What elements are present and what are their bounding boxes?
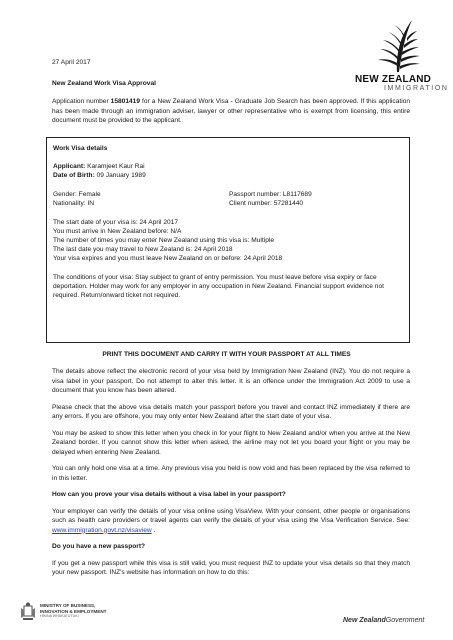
paragraph-one-visa: You can only hold one visa at a time. Any previous visa you held is now void and has been replaced by the visa referred to in this letter. xyxy=(52,465,410,482)
logo-title: NEW ZEALAND xyxy=(355,74,432,85)
personal-details-grid xyxy=(53,190,403,209)
heading-new-passport: Do you have a new passport? xyxy=(52,543,146,550)
work-visa-details-box xyxy=(46,137,410,343)
paragraph-show-letter: You may be asked to show this letter when you check in for your flight to New Zealand and/or when you arrive at the New Zealand border. If you cannot show this letter when asked, the airline may not let you board your flight or you may be delayed when entering New Zealand. xyxy=(52,429,410,456)
mbie-footer-logo: MINISTRY OF BUSINESS, INNOVATION & EMPLOYMENT HĪKINA WHAKATUTUKI xyxy=(40,603,107,619)
applicant-row: Applicant: Karamjeet Kaur Rai xyxy=(53,163,145,171)
expiry-row: Your visa expires and you must leave New Zealand on or before: 24 April 2018 xyxy=(53,255,283,263)
letter-title: New Zealand Work Visa Approval xyxy=(52,80,156,87)
arrive-row: You must arrive in New Zealand before: N/A xyxy=(53,227,182,235)
passport-row: Passport number: L8117689 Client number: 57281440 xyxy=(229,190,312,207)
paragraph-visaview: Your employer can verify the details of your visa online using VisaView. With your consent, other people or organisations such as health care providers or travel agents can verify the details of your visa using the Visa Verification Service. See: www.immigration.govt.nz/visaview . xyxy=(52,507,410,534)
last-travel-row: The last date you may travel to New Zealand is: 24 April 2018 xyxy=(53,246,233,254)
dob-row: Date of Birth: 09 January 1989 xyxy=(53,172,146,180)
start-date-row: The start date of your visa is: 24 April 2017 xyxy=(53,218,178,226)
heading-prove-visa: How can you prove your visa details without a visa label in your passport? xyxy=(52,491,286,498)
entries-row: The number of times you may enter New Zealand using this visa is: Multiple xyxy=(53,237,274,245)
coat-of-arms-icon xyxy=(20,602,36,624)
letter-date: 27 April 2017 xyxy=(52,59,91,66)
details-heading: Work Visa details xyxy=(53,145,108,152)
paragraph-check-details: Please check that the above visa details match your passport before you travel and contact INZ immediately if there are any errors. If you are offshore, you may only enter New Zealand after the start date of your visa. xyxy=(52,403,410,420)
paragraph-new-passport: If you get a new passport while this visa is still valid, you must request INZ to update your visa details so that they match your new passport. INZ's website has information on how to do this: xyxy=(52,559,410,576)
main-body xyxy=(52,367,410,578)
print-notice: PRINT THIS DOCUMENT AND CARRY IT WITH YOUR PASSPORT AT ALL TIMES xyxy=(102,351,351,358)
paragraph-electronic-record: The details above reflect the electronic record of your visa held by Immigration New Zealand (INZ). You do not require a visa label in your passport. Do not attempt to alter this letter. It is an offence under the Immigration Act 2009 to use a document that you know has been altered. xyxy=(52,368,410,394)
conditions-row: The conditions of your visa: Stay subject to grant of entry permission. You must leave before visa expiry or face deportation. Holder may work for any employer in any occupation in New Zealand. Financial support evidence not required. Return/onward ticket not required. xyxy=(53,273,384,300)
application-number: 15801419 xyxy=(110,98,141,105)
logo-subtitle: IMMIGRATION xyxy=(384,85,449,92)
gender-row: Gender: Female Nationality: IN xyxy=(53,190,101,207)
visaview-link[interactable]: www.immigration.govt.nz/visaview xyxy=(52,526,152,534)
intro-paragraph: Application number 15801419 for a New Zealand Work Visa - Graduate Job Search has been approved. If this application has been made through an immigration adviser, lawyer or other representative who is exempt from licensing, this entire document must be provided to the applicant. xyxy=(52,98,410,124)
nz-government-footer-logo: New ZealandGovernment xyxy=(343,617,425,624)
